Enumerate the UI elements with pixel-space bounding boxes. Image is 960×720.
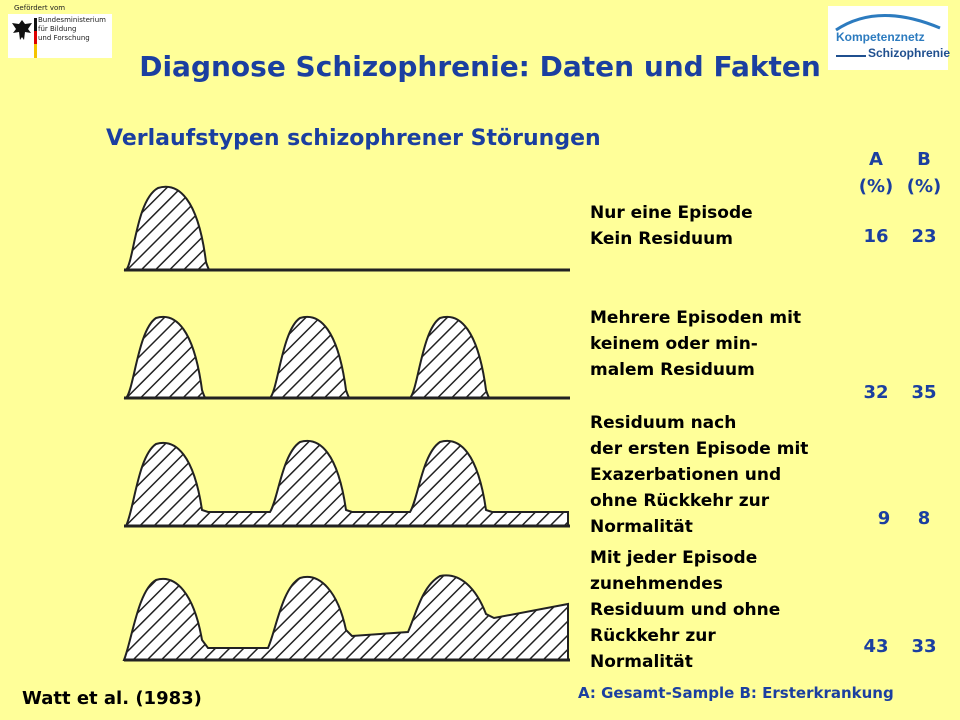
description-line: ohne Rückkehr zur: [590, 491, 770, 511]
description-line: Exazerbationen und: [590, 465, 782, 485]
course-diagram-2: [124, 317, 570, 398]
value-b-row-2: 35: [911, 382, 937, 403]
column-a-label: A: [869, 149, 883, 170]
ministry-line: Bundesministerium: [38, 16, 106, 24]
logo-line2: Schizophrenie: [868, 46, 951, 60]
ministry-line: für Bildung: [38, 25, 77, 33]
description-line: Kein Residuum: [590, 229, 733, 249]
logo-line1: Kompetenznetz: [836, 30, 925, 44]
course-diagram-4: [124, 575, 570, 660]
description-line: keinem oder min-: [590, 334, 758, 354]
logo-label: Gefördert vom: [14, 4, 66, 12]
description-line: Mehrere Episoden mit: [590, 308, 802, 328]
page-subtitle: Verlaufstypen schizophrener Störungen: [106, 126, 601, 151]
value-a-row-3: 9: [877, 508, 891, 529]
ministry-line: und Forschung: [38, 34, 90, 42]
description-line: Normalität: [590, 652, 693, 672]
description-line: Normalität: [590, 517, 693, 537]
value-b-row-3: 8: [917, 508, 931, 529]
description-line: der ersten Episode mit: [590, 439, 809, 459]
value-a-row-1: 16: [863, 226, 889, 247]
value-b-row-4: 33: [911, 636, 937, 657]
row-description-4: [590, 545, 840, 675]
description-line: Residuum und ohne: [590, 600, 781, 620]
value-b-row-1: 23: [911, 226, 937, 247]
column-b-label: B: [917, 149, 931, 170]
page-title: Diagnose Schizophrenie: Daten und Fakten: [139, 50, 821, 83]
course-diagram-3: [124, 441, 570, 526]
row-description-1: [590, 200, 840, 252]
legend: A: Gesamt-Sample B: Ersterkrankung: [578, 684, 894, 702]
description-line: Nur eine Episode: [590, 203, 753, 223]
course-diagram-1: [124, 187, 570, 270]
row-description-3: [590, 410, 840, 540]
description-line: Residuum nach: [590, 413, 737, 433]
description-line: Rückkehr zur: [590, 626, 716, 646]
description-line: zunehmendes: [590, 574, 723, 594]
citation: Watt et al. (1983): [22, 688, 202, 709]
column-a-unit: (%): [858, 176, 894, 197]
value-a-row-4: 43: [863, 636, 889, 657]
column-b-unit: (%): [906, 176, 942, 197]
row-description-2: [590, 305, 840, 383]
value-a-row-2: 32: [863, 382, 889, 403]
description-line: malem Residuum: [590, 360, 755, 380]
description-line: Mit jeder Episode: [590, 548, 758, 568]
